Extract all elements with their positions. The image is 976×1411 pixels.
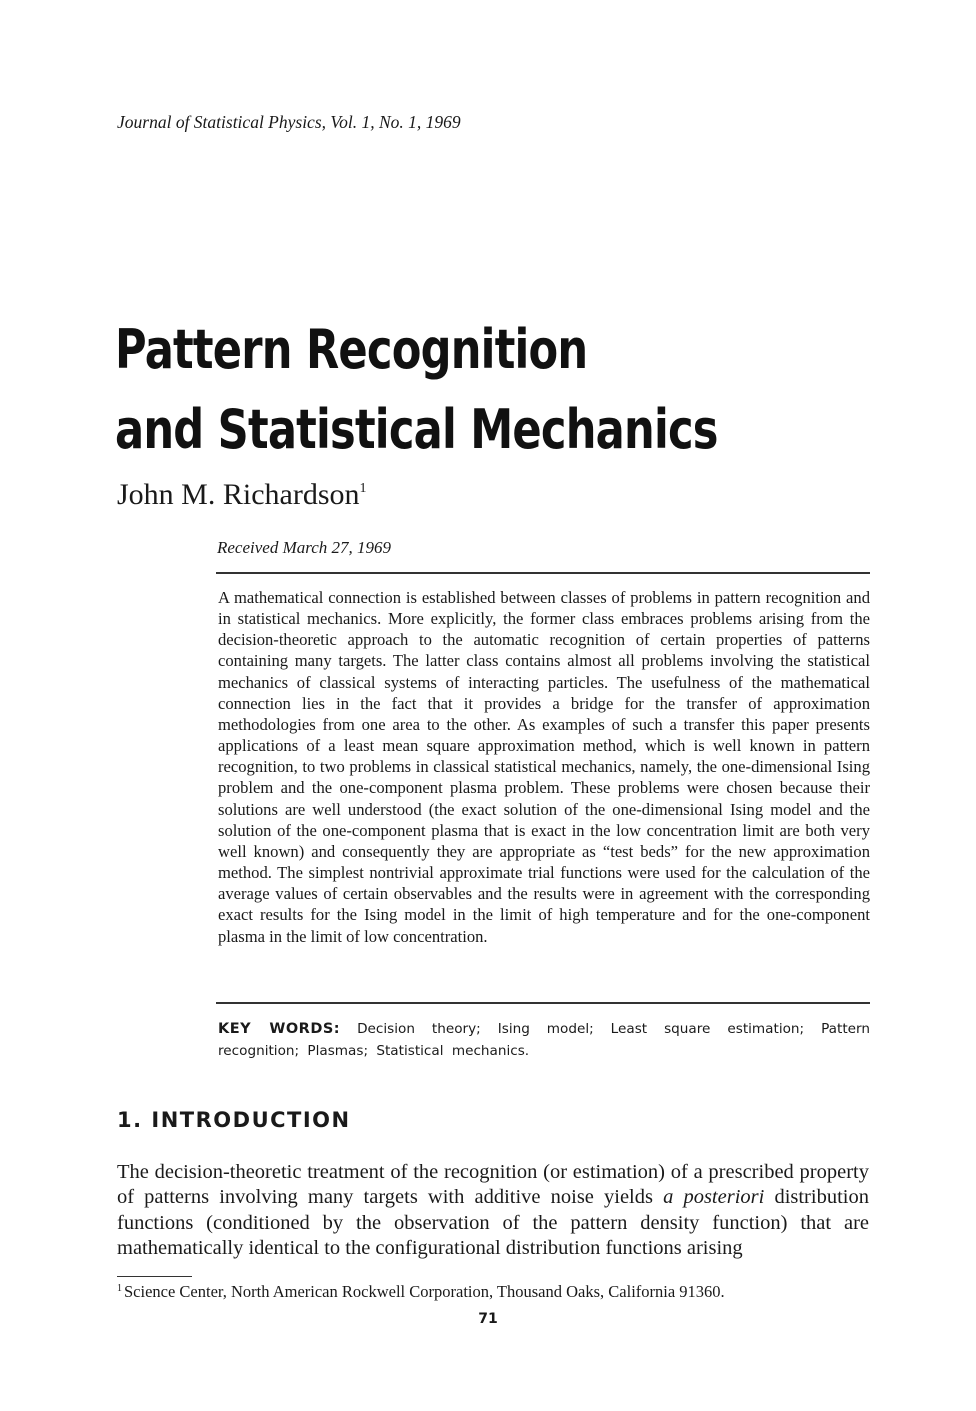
keywords-text: Decision theory; Ising model; Least square estimation; Pattern recognition; Plasmas; Statistical mechanics. [218, 1021, 870, 1059]
abstract-bottom-rule [216, 1002, 870, 1004]
abstract: A mathematical connection is established between classes of problems in pattern recognition and in statistical mechanics. More explicitly, the former class embraces problems arising from the decision-theoretic approach to the automatic recognition of certain properties of patterns containing many targets. The latter class contains almost all problems involving the statistical mechanics of classical systems of interacting particles. The usefulness of the mathematical connection lies in the fact that it provides a bridge for the transfer of approximation methodologies from one area to the other. As examples of such a transfer this paper presents applications of a least mean square approximation method, which is well known in pattern recognition, to two problems in classical statistical mechanics, namely, the one-dimensional Ising problem and the one-component plasma problem. These problems were chosen because their solutions are well understood (the exact solution of the one-dimensional Ising model and the solution of the one-component plasma that is exact in the low concentration limit are both very well known) and consequently they are appropriate as “test beds” for the new approximation method. The simplest nontrivial approximate trial functions were used for the calculation of the average values of certain observables and the results were in agreement with the corresponding exact results for the Ising model in the limit of high temperature and for the one-component plasma in the limit of low concentration. [218, 588, 870, 946]
title-line-1: Pattern Recognition [115, 318, 588, 381]
title-line-2: and Statistical Mechanics [115, 398, 718, 461]
footnote-mark: 1 [117, 1283, 122, 1294]
paper-title [115, 310, 718, 470]
section-heading: 1. INTRODUCTION [117, 1108, 351, 1132]
intro-text-start: The decision-theoretic treatment of the recognition (or estimation) of a prescribed property of patterns involving many targets with additive noise yields [117, 1161, 869, 1209]
author-name: John M. Richardson [117, 478, 360, 511]
page-number: 71 [478, 1311, 498, 1327]
intro-text-end: distribution functions (conditioned by the observation of the pattern density function) that are mathematically identical to the configurational distribution functions arising [117, 1186, 869, 1259]
keywords-label: KEY WORDS: [218, 1021, 341, 1037]
keywords [218, 1018, 870, 1062]
journal-header: Journal of Statistical Physics, Vol. 1, No. 1, 1969 [117, 112, 461, 132]
author [117, 478, 367, 512]
footnote-text: Science Center, North American Rockwell Corporation, Thousand Oaks, California 91360. [124, 1282, 725, 1301]
intro-text-italic: a posteriori [663, 1186, 765, 1209]
abstract-top-rule [216, 572, 870, 574]
intro-paragraph [117, 1160, 869, 1261]
footnote-rule [117, 1276, 192, 1277]
author-footnote-mark: 1 [359, 481, 367, 496]
footnote [117, 1282, 725, 1302]
received-date: Received March 27, 1969 [217, 538, 392, 557]
